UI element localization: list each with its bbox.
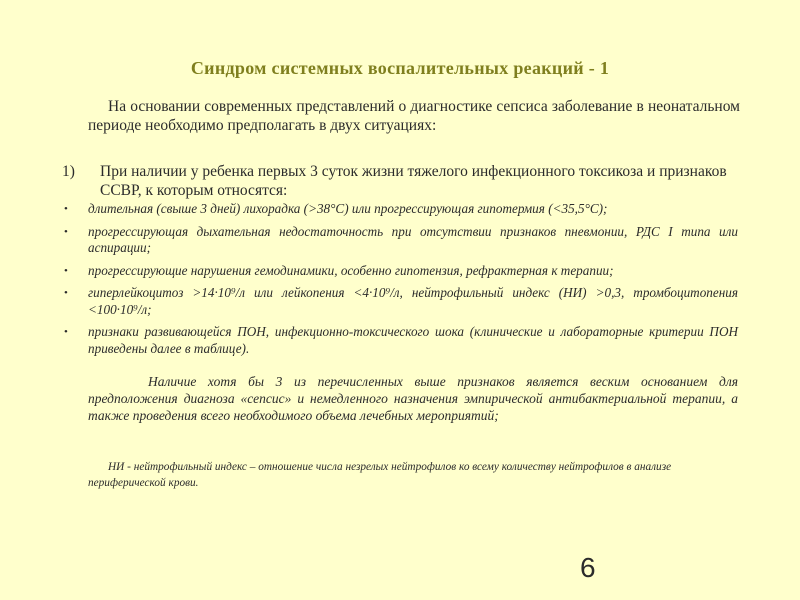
list-item — [62, 224, 738, 257]
conclusion-paragraph: Наличие хотя бы 3 из перечисленных выше признаков является веским основанием для предположения диагноза «сепсис» и немедленного назначения эмпирической антибактериальной терапии, а также проведения всего необходимого объема лечебных мероприятий; — [88, 374, 738, 423]
footnote: НИ - нейтрофильный индекс – отношение числа незрелых нейтрофилов ко всему количеству нейтрофилов в анализе периферической крови. — [88, 461, 672, 489]
list-item — [62, 263, 738, 280]
bullet-icon: • — [64, 326, 68, 338]
list-item — [62, 324, 738, 357]
bullet-icon: • — [64, 287, 68, 299]
item-number: 1) — [62, 163, 75, 180]
list-item-text: длительная (свыше 3 дней) лихорадка (>38°С) или прогрессирующая гипотермия (<35,5°С); — [88, 201, 608, 216]
bullet-icon: • — [64, 225, 68, 238]
slide-title: Синдром системных воспалительных реакций - 1 — [190, 58, 610, 78]
page-number: 6 — [580, 552, 596, 583]
list-item-text: прогрессирующая дыхательная недостаточность при отсутствии признаков пневмонии, РДС I типа или аспирации; — [88, 223, 738, 255]
list-item-text: гиперлейкоцитоз >14·10⁹/л или лейкопения <4·10⁹/л, нейтрофильный индекс (НИ) >0,3, тромбоцитопения <100·10⁹/л; — [88, 285, 738, 317]
criteria-list — [62, 201, 738, 363]
bullet-icon: • — [64, 264, 68, 277]
list-item — [62, 201, 738, 218]
numbered-item-1 — [62, 162, 740, 200]
intro-paragraph: На основании современных представлений о диагностике сепсиса заболевание в неонатальном периоде необходимо предполагать в двух ситуациях: — [88, 98, 740, 134]
list-item — [62, 285, 738, 318]
list-item-text: прогрессирующие нарушения гемодинамики, особенно гипотензия, рефрактерная к терапии; — [88, 262, 614, 278]
item-text: При наличии у ребенка первых 3 суток жизни тяжелого инфекционного токсикоза и признаков ССВР, к которым относятся: — [100, 163, 727, 199]
list-item-text: признаки развивающейся ПОН, инфекционно-токсического шока (клинические и лабораторные критерии ПОН приведены далее в таблице). — [88, 324, 738, 356]
bullet-icon: • — [64, 203, 68, 215]
